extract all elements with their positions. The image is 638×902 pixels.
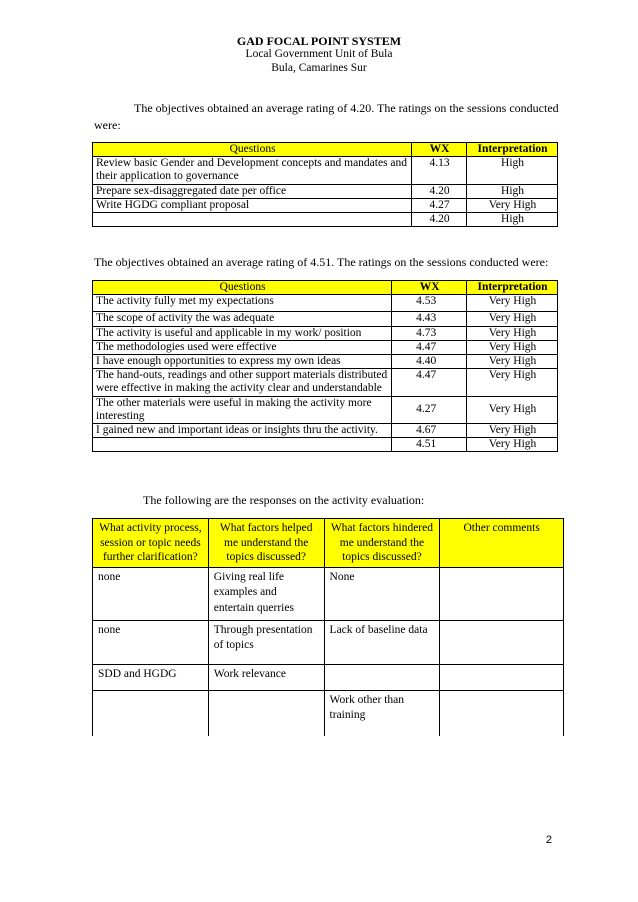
interp-cell: Very High [467, 295, 558, 312]
response-cell: Work relevance [208, 664, 324, 690]
wx-cell: 4.40 [392, 355, 467, 369]
table-row [93, 198, 558, 212]
interp-cell: High [467, 157, 558, 184]
table-row [93, 369, 558, 396]
response-cell [440, 690, 564, 736]
interp-cell: Very High [467, 355, 558, 369]
question-cell: The activity is useful and applicable in my work/ position [93, 326, 392, 340]
interp-cell: Very High [467, 312, 558, 326]
table-header-row [93, 143, 558, 157]
question-cell [93, 213, 412, 227]
document-header [0, 34, 638, 75]
wx-cell: 4.27 [412, 198, 467, 212]
header-title: GAD FOCAL POINT SYSTEM [236, 34, 402, 48]
table-row [93, 295, 558, 312]
col-header-interpretation: Interpretation [467, 281, 558, 295]
section2-intro: The objectives obtained an average rating of 4.51. The ratings on the sessions conducted were: [94, 255, 549, 269]
question-cell: The methodologies used were effective [93, 340, 392, 354]
response-cell [93, 690, 209, 736]
response-cell: none [93, 620, 209, 664]
question-cell: I gained new and important ideas or insights thru the activity. [93, 424, 392, 438]
table-row [93, 690, 564, 736]
question-cell: Review basic Gender and Development concepts and mandates and their application to governance [93, 157, 412, 184]
interp-cell: Very High [467, 396, 558, 423]
response-cell: none [93, 567, 209, 620]
wx-cell: 4.67 [392, 424, 467, 438]
table-row [93, 396, 558, 423]
question-cell: Write HGDG compliant proposal [93, 198, 412, 212]
table-row [93, 355, 558, 369]
table-row [93, 312, 558, 326]
table-row [93, 340, 558, 354]
col-header-wx: WX [412, 143, 467, 157]
wx-cell: 4.43 [392, 312, 467, 326]
question-cell: Prepare sex-disaggregated date per office [93, 184, 412, 198]
table-row [93, 184, 558, 198]
evaluation-responses-table [92, 518, 564, 736]
wx-cell: 4.73 [392, 326, 467, 340]
wx-cell: 4.13 [412, 157, 467, 184]
table-row [93, 424, 558, 438]
wx-cell: 4.53 [392, 295, 467, 312]
col-header-questions: Questions [93, 281, 392, 295]
table-row [93, 664, 564, 690]
response-cell: Work other than training [324, 690, 440, 736]
wx-cell: 4.47 [392, 369, 467, 396]
response-cell: Giving real life examples and entertain querries [208, 567, 324, 620]
col-header-helped: What factors helped me understand the topics discussed? [208, 519, 324, 568]
header-lgu: Local Government Unit of Bula [245, 48, 393, 60]
response-cell [208, 690, 324, 736]
col-header-interpretation: Interpretation [467, 143, 558, 157]
question-cell: The activity fully met my expectations [93, 295, 392, 312]
table-header-row [93, 281, 558, 295]
table-row [93, 620, 564, 664]
question-cell: The other materials were useful in making the activity more interesting [93, 396, 392, 423]
response-cell [440, 664, 564, 690]
interp-cell: Very High [467, 369, 558, 396]
question-cell [93, 438, 392, 452]
interp-cell: Very High [467, 326, 558, 340]
table-row [93, 157, 558, 184]
table-row [93, 567, 564, 620]
response-cell: Lack of baseline data [324, 620, 440, 664]
table-total-row [93, 213, 558, 227]
col-header-questions: Questions [93, 143, 412, 157]
header-location: Bula, Camarines Sur [271, 61, 367, 74]
table-row [93, 326, 558, 340]
response-cell [440, 567, 564, 620]
table-header-row [93, 519, 564, 568]
section2-table [92, 280, 558, 452]
interp-cell: Very High [467, 424, 558, 438]
col-header-hindered: What factors hindered me understand the topics discussed? [324, 519, 440, 568]
question-cell: The hand-outs, readings and other support materials distributed were effective in making the activity clear and understandable [93, 369, 392, 396]
response-cell: SDD and HGDG [93, 664, 209, 690]
wx-cell: 4.51 [392, 438, 467, 452]
interp-cell: High [467, 184, 558, 198]
wx-cell: 4.20 [412, 213, 467, 227]
section1-intro: The objectives obtained an average rating of 4.20. The ratings on the sessions conducted were: [94, 101, 559, 132]
question-cell: I have enough opportunities to express my own ideas [93, 355, 392, 369]
response-cell [324, 664, 440, 690]
question-cell: The scope of activity the was adequate [93, 312, 392, 326]
section1-table [92, 142, 558, 227]
interp-cell: High [467, 213, 558, 227]
wx-cell: 4.20 [412, 184, 467, 198]
page-number: 2 [545, 834, 552, 846]
col-header-wx: WX [392, 281, 467, 295]
col-header-other-comments: Other comments [440, 519, 564, 568]
response-cell: Through presentation of topics [208, 620, 324, 664]
section3-intro: The following are the responses on the activity evaluation: [143, 493, 425, 507]
interp-cell: Very High [467, 198, 558, 212]
wx-cell: 4.27 [392, 396, 467, 423]
interp-cell: Very High [467, 438, 558, 452]
response-cell [440, 620, 564, 664]
table-total-row [93, 438, 558, 452]
interp-cell: Very High [467, 340, 558, 354]
col-header-clarification: What activity process, session or topic needs further clarification? [93, 519, 209, 568]
response-cell: None [324, 567, 440, 620]
wx-cell: 4.47 [392, 340, 467, 354]
